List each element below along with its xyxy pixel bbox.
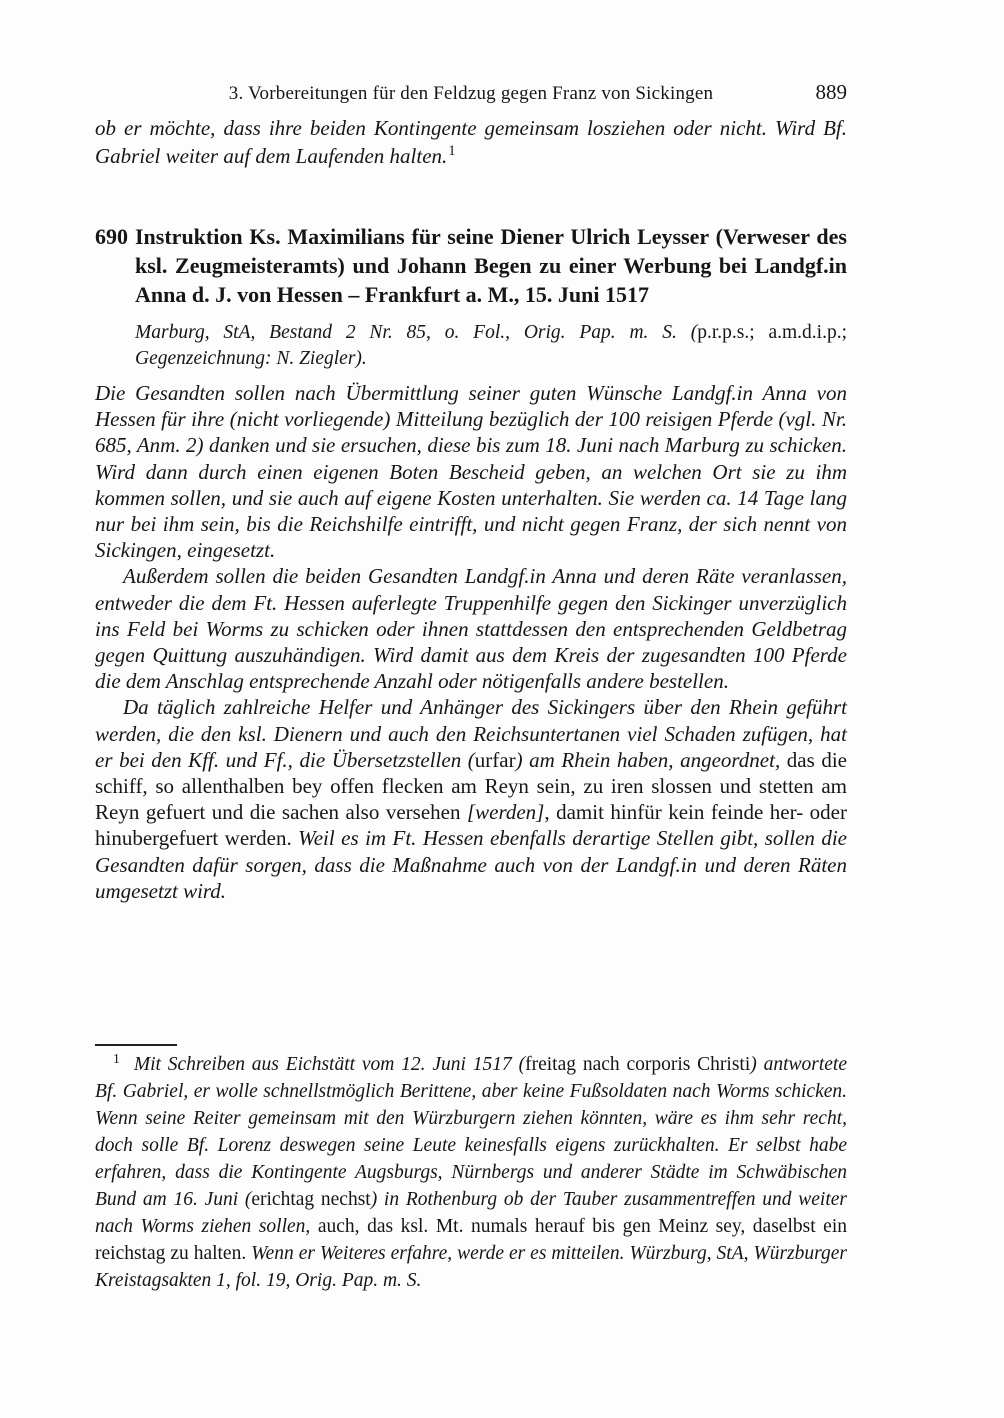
text-segment-italic: Marburg, StA, Bestand 2 Nr. 85, o. Fol., Orig. Pap. m. S. ( (135, 322, 698, 343)
entry-paragraph-2 (95, 563, 847, 694)
running-header-title: 3. Vorbereitungen für den Feldzug gegen Franz von Sickingen (228, 83, 714, 104)
continuation-paragraph (95, 114, 847, 170)
text-segment-italic: Weil es im Ft. Hessen ebenfalls derartige Stellen gibt, sollen die Gesandten dafür sorgen, dass die Maßnahme auch von der Landgf.in und deren Räten umgesetzt wird. (95, 826, 847, 903)
text-segment-italic: ) am Rhein haben, angeordnet, (515, 747, 787, 772)
text-segment-italic: Mit Schreiben aus Eichstätt vom 12. Juni 1517 ( (133, 1054, 526, 1075)
text-segment-roman: auch, das ksl. Mt. numals herauf bis gen Meinz sey, daselbst ein reichstag zu halten. (95, 1216, 848, 1264)
entry-paragraph-3 (95, 694, 847, 904)
entry-paragraph-1 (95, 380, 847, 563)
footnote-marker: 1 (113, 1050, 120, 1066)
entry-title: Instruktion Ks. Maximilians für seine Diener Ulrich Leysser (Verweser des ksl. Zeugmeisteramts) und Johann Begen zu einer Werbung bei Landgf.in Anna d. J. von Hessen – Frankfurt a. M., 15. Juni 1517 (135, 224, 847, 307)
text-segment-italic: ) antwortete Bf. Gabriel, er wolle schnellstmöglich Berittene, aber keine Fußsoldaten nach Worms schicken. Wenn seine Reiter gemeinsam mit den Würzburgern ziehen könnten, wäre es ihm sehr recht, doch solle Bf. Lorenz deswegen seine Leute keinesfalls eigens zurückhalten. Er selbst habe erfahren, dass die Kontingente Augsburgs, Nürnbergs und anderer Städte im Schwäbischen Bund am 16. Juni ( (95, 1054, 848, 1210)
entry-number: 690 (95, 224, 128, 249)
text-segment-roman: , damit hinfür kein feinde her- oder hinubergefuert werden. (95, 800, 847, 851)
text-segment-roman: urfar (474, 747, 516, 772)
entry-body (95, 380, 847, 904)
text-segment-italic: Gegenzeichnung: N. Ziegler). (135, 348, 367, 369)
text-segment-italic: Wenn er Weiteres erfahre, werde er es mitteilen. Würzburg, StA, Würzburger Kreistagsakten 1, fol. 19, Orig. Pap. m. S. (95, 1243, 847, 1291)
text-segment-sup: 1 (448, 143, 456, 159)
text-segment-italic: [werden] (466, 800, 545, 825)
page-number: 889 (815, 80, 847, 104)
text-segment-roman: p.r.p.s.; a.m.d.i.p.; (697, 322, 847, 343)
text-segment-italic: Da täglich zahlreiche Helfer und Anhänger des Sickingers über den Rhein geführt werden, die den ksl. Dienern und auch den Reichsuntertanen viel Schaden zufügen, hat er bei den Kff. und Ff., die Übersetzstellen ( (95, 695, 847, 772)
text-segment-roman: erichtag nechst (251, 1189, 371, 1210)
text-segment-italic: ob er möchte, dass ihre beiden Kontingente gemeinsam losziehen oder nicht. Wird Bf. Gabriel weiter auf dem Laufenden halten. (95, 116, 847, 168)
footnote-separator (95, 1044, 177, 1046)
text-segment-italic: ) in Rothenburg ob der Tauber zusammentreffen und weiter nach Worms ziehen sollen, (95, 1189, 847, 1237)
entry-heading (95, 222, 847, 309)
text-segment-roman: das die schiff, so allenthalben bey offen flecken am Reyn sein, zu iren slossen und stetten am Reyn gefuert und die sachen also versehen (95, 747, 848, 825)
text-segment-roman: freitag nach corporis Christi (525, 1054, 751, 1075)
entry-source (135, 320, 847, 372)
text-segment-italic: Die Gesandten sollen nach Übermittlung seiner guten Wünsche Landgf.in Anna von Hessen für ihre (nicht vorliegende) Mitteilung bezüglich der 100 reisigen Pferde (vgl. Nr. 685, Anm. 2) danken und sie ersuchen, diese bis zum 18. Juni nach Marburg zu schicken. Wird dann durch einen eigenen Boten Bescheid geben, an welchen Ort sie zu ihm kommen sollen, und sie auch auf eigene Kosten unterhalten. Sie werden ca. 14 Tage lang nur bei ihm sein, bis die Reichshilfe eintrifft, und nicht gegen Franz, der sich nennt von Sickingen, eingesetzt. (95, 381, 847, 563)
footnote-1 (95, 1051, 847, 1294)
footnote-text (95, 1054, 847, 1291)
running-header (95, 82, 847, 108)
footnote-section (95, 1051, 847, 1294)
text-segment-italic: Außerdem sollen die beiden Gesandten Landgf.in Anna und deren Räte veranlassen, entweder die dem Ft. Hessen auferlegte Truppenhilfe gegen den Sickinger unverzüglich ins Feld bei Worms zu schicken oder ihnen stattdessen den entsprechenden Geldbetrag gegen Quittung auszuhändigen. Wird damit aus dem Kreis der zugesandten 100 Pferde die dem Anschlag entsprechende Anzahl oder nötigenfalls andere bestellen. (95, 564, 847, 694)
